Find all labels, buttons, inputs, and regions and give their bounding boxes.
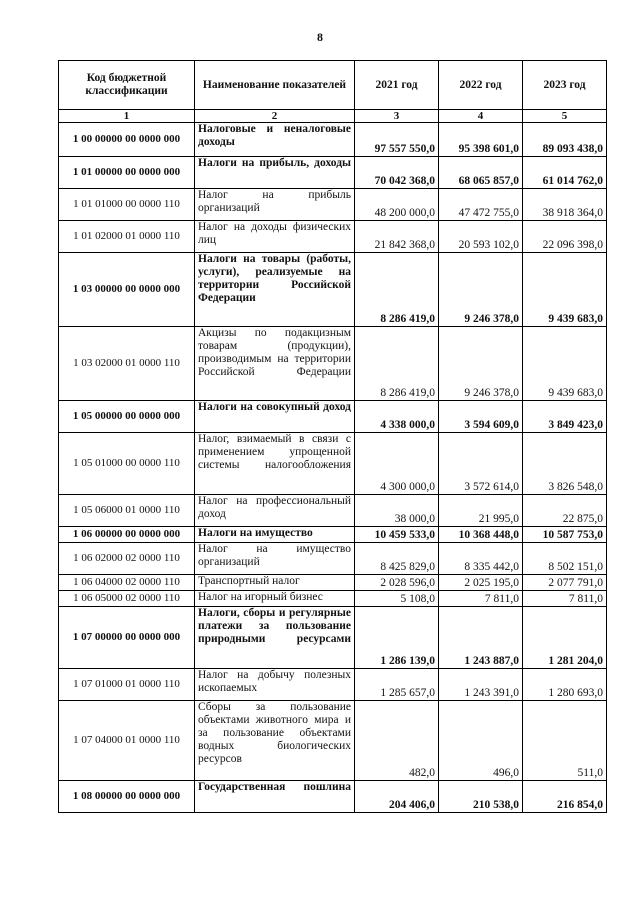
budget-code: 1 07 01000 01 0000 110: [59, 669, 195, 701]
header-2021: 2021 год: [355, 61, 439, 110]
budget-code: 1 00 00000 00 0000 000: [59, 123, 195, 157]
indicator-name: Налоги на прибыль, доходы: [195, 157, 355, 189]
value-2022: 21 995,0: [439, 495, 523, 527]
value-2023: 9 439 683,0: [523, 327, 607, 401]
value-2023: 2 077 791,0: [523, 575, 607, 591]
table-row: [59, 495, 607, 527]
value-2023: 1 281 204,0: [523, 607, 607, 669]
table-row: [59, 669, 607, 701]
table-row: [59, 433, 607, 495]
value-2023: 61 014 762,0: [523, 157, 607, 189]
value-2022: 1 243 887,0: [439, 607, 523, 669]
value-2023: 3 849 423,0: [523, 401, 607, 433]
value-2023: 7 811,0: [523, 591, 607, 607]
value-2021: 38 000,0: [355, 495, 439, 527]
budget-code: 1 06 00000 00 0000 000: [59, 527, 195, 543]
value-2021: 1 285 657,0: [355, 669, 439, 701]
header-2023: 2023 год: [523, 61, 607, 110]
budget-code: 1 05 06000 01 0000 110: [59, 495, 195, 527]
indicator-name: Налоги на товары (работы, услуги), реализуемые на территории Российской Федерации: [195, 253, 355, 327]
value-2021: 10 459 533,0: [355, 527, 439, 543]
value-2023: 1 280 693,0: [523, 669, 607, 701]
value-2022: 496,0: [439, 701, 523, 781]
value-2023: 22 096 398,0: [523, 221, 607, 253]
budget-code: 1 07 00000 00 0000 000: [59, 607, 195, 669]
value-2023: 9 439 683,0: [523, 253, 607, 327]
value-2021: 204 406,0: [355, 781, 439, 813]
indicator-name: Налог на игорный бизнес: [195, 591, 355, 607]
value-2023: 38 918 364,0: [523, 189, 607, 221]
table-row: [59, 575, 607, 591]
indicator-name: Налог, взимаемый в связи с применением упрощенной системы налогообложения: [195, 433, 355, 495]
value-2021: 482,0: [355, 701, 439, 781]
value-2023: 3 826 548,0: [523, 433, 607, 495]
indicator-name: Государственная пошлина: [195, 781, 355, 813]
value-2022: 9 246 378,0: [439, 327, 523, 401]
value-2023: 8 502 151,0: [523, 543, 607, 575]
column-index: 5: [523, 110, 607, 123]
header-name: Наименование показателей: [195, 61, 355, 110]
value-2021: 2 028 596,0: [355, 575, 439, 591]
table-row: [59, 157, 607, 189]
value-2021: 4 338 000,0: [355, 401, 439, 433]
value-2021: 1 286 139,0: [355, 607, 439, 669]
table-row: [59, 591, 607, 607]
budget-code: 1 03 02000 01 0000 110: [59, 327, 195, 401]
value-2021: 21 842 368,0: [355, 221, 439, 253]
indicator-name: Налоги, сборы и регулярные платежи за пользование природными ресурсами: [195, 607, 355, 669]
budget-code: 1 07 04000 01 0000 110: [59, 701, 195, 781]
value-2022: 68 065 857,0: [439, 157, 523, 189]
indicator-name: Налоги на совокупный доход: [195, 401, 355, 433]
value-2023: 10 587 753,0: [523, 527, 607, 543]
value-2022: 1 243 391,0: [439, 669, 523, 701]
budget-code: 1 01 02000 01 0000 110: [59, 221, 195, 253]
indicator-name: Налог на доходы физических лиц: [195, 221, 355, 253]
value-2022: 9 246 378,0: [439, 253, 523, 327]
value-2022: 210 538,0: [439, 781, 523, 813]
value-2021: 97 557 550,0: [355, 123, 439, 157]
indicator-name: Налоги на имущество: [195, 527, 355, 543]
value-2023: 89 093 438,0: [523, 123, 607, 157]
value-2023: 216 854,0: [523, 781, 607, 813]
value-2022: 7 811,0: [439, 591, 523, 607]
table-row: [59, 781, 607, 813]
table-row: [59, 607, 607, 669]
indicator-name: Сборы за пользование объектами животного мира и за пользование объектами водных биологических ресурсов: [195, 701, 355, 781]
value-2022: 3 572 614,0: [439, 433, 523, 495]
table-row: [59, 221, 607, 253]
indicator-name: Транспортный налог: [195, 575, 355, 591]
column-index: 2: [195, 110, 355, 123]
value-2021: 8 286 419,0: [355, 327, 439, 401]
table-row: [59, 701, 607, 781]
header-code: Код бюджетной классификации: [59, 61, 195, 110]
value-2022: 2 025 195,0: [439, 575, 523, 591]
indicator-name: Налог на профессиональный доход: [195, 495, 355, 527]
table-row: [59, 189, 607, 221]
value-2023: 22 875,0: [523, 495, 607, 527]
column-index: 1: [59, 110, 195, 123]
value-2022: 8 335 442,0: [439, 543, 523, 575]
budget-code: 1 01 01000 00 0000 110: [59, 189, 195, 221]
value-2021: 5 108,0: [355, 591, 439, 607]
budget-code: 1 01 00000 00 0000 000: [59, 157, 195, 189]
value-2022: 10 368 448,0: [439, 527, 523, 543]
budget-code: 1 06 04000 02 0000 110: [59, 575, 195, 591]
budget-code: 1 05 00000 00 0000 000: [59, 401, 195, 433]
page-number: 8: [317, 30, 323, 44]
value-2021: 8 425 829,0: [355, 543, 439, 575]
table-row: [59, 123, 607, 157]
indicator-name: Акцизы по подакцизным товарам (продукции), производимым на территории Российской Федерации: [195, 327, 355, 401]
value-2021: 4 300 000,0: [355, 433, 439, 495]
budget-code: 1 06 02000 02 0000 110: [59, 543, 195, 575]
budget-code: 1 03 00000 00 0000 000: [59, 253, 195, 327]
value-2022: 20 593 102,0: [439, 221, 523, 253]
table-row: [59, 401, 607, 433]
value-2021: 8 286 419,0: [355, 253, 439, 327]
column-index: 4: [439, 110, 523, 123]
column-index: 3: [355, 110, 439, 123]
table-row: [59, 527, 607, 543]
header-2022: 2022 год: [439, 61, 523, 110]
table-row: [59, 327, 607, 401]
indicator-name: Налоговые и неналоговые доходы: [195, 123, 355, 157]
value-2023: 511,0: [523, 701, 607, 781]
budget-revenue-table: [58, 60, 607, 813]
indicator-name: Налог на имущество организаций: [195, 543, 355, 575]
indicator-name: Налог на добычу полезных ископаемых: [195, 669, 355, 701]
budget-code: 1 05 01000 00 0000 110: [59, 433, 195, 495]
table-row: [59, 543, 607, 575]
value-2022: 95 398 601,0: [439, 123, 523, 157]
budget-code: 1 08 00000 00 0000 000: [59, 781, 195, 813]
indicator-name: Налог на прибыль организаций: [195, 189, 355, 221]
value-2021: 48 200 000,0: [355, 189, 439, 221]
value-2021: 70 042 368,0: [355, 157, 439, 189]
budget-code: 1 06 05000 02 0000 110: [59, 591, 195, 607]
table-row: [59, 253, 607, 327]
value-2022: 47 472 755,0: [439, 189, 523, 221]
value-2022: 3 594 609,0: [439, 401, 523, 433]
